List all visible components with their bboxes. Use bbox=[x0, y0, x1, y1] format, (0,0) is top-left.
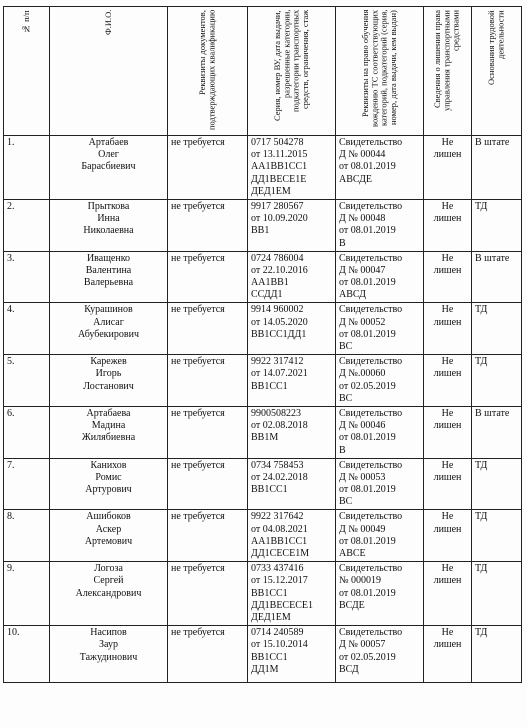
cell-fio: Прыткова Инна Николаевна bbox=[50, 199, 168, 251]
cell-basis: ТД bbox=[472, 199, 522, 251]
cell-num: 6. bbox=[4, 406, 50, 458]
cell-license: 0717 504278 от 13.11.2015 AA1BB1CC1 ДД1ВЕСЕ1Е ДЕД1ЕМ bbox=[248, 136, 336, 200]
cell-num: 1. bbox=[4, 136, 50, 200]
cell-docs: не требуется bbox=[168, 355, 248, 407]
cell-cert: Свидетельство Д № 00049 от 08.01.2019 АВСЕ bbox=[336, 510, 424, 562]
table-row bbox=[4, 510, 522, 562]
table-row bbox=[4, 251, 522, 303]
table-row bbox=[4, 562, 522, 626]
cell-num: 4. bbox=[4, 303, 50, 355]
cell-basis: В штате bbox=[472, 251, 522, 303]
cell-docs: не требуется bbox=[168, 510, 248, 562]
table-header-row bbox=[4, 7, 522, 136]
table-row bbox=[4, 355, 522, 407]
cell-fio: Артабаев Олег Барасбиевич bbox=[50, 136, 168, 200]
cell-license: 0733 437416 от 15.12.2017 BB1CC1 ДД1ВЕСЕСЕ1 ДЕД1ЕМ bbox=[248, 562, 336, 626]
cell-basis: ТД bbox=[472, 303, 522, 355]
cell-deprived: Не лишен bbox=[424, 510, 472, 562]
header-basis: Основания трудовой деятельности bbox=[472, 7, 522, 136]
cell-docs: не требуется bbox=[168, 626, 248, 683]
cell-deprived: Не лишен bbox=[424, 562, 472, 626]
table-row bbox=[4, 199, 522, 251]
cell-num: 9. bbox=[4, 562, 50, 626]
cell-basis: ТД bbox=[472, 458, 522, 510]
cell-cert: Свидетельство Д № 00044 от 08.01.2019 АВСДЕ bbox=[336, 136, 424, 200]
instructors-table bbox=[3, 6, 522, 683]
cell-basis: В штате bbox=[472, 406, 522, 458]
cell-num: 10. bbox=[4, 626, 50, 683]
cell-license: 9917 280567 от 10.09.2020 BB1 bbox=[248, 199, 336, 251]
cell-deprived: Не лишен bbox=[424, 406, 472, 458]
cell-deprived: Не лишен bbox=[424, 355, 472, 407]
cell-docs: не требуется bbox=[168, 199, 248, 251]
cell-license: 9922 317642 от 04.08.2021 AA1BB1CC1 ДД1СЕСЕ1М bbox=[248, 510, 336, 562]
cell-docs: не требуется bbox=[168, 136, 248, 200]
cell-license: 0734 758453 от 24.02.2018 BB1CC1 bbox=[248, 458, 336, 510]
cell-docs: не требуется bbox=[168, 406, 248, 458]
cell-docs: не требуется bbox=[168, 303, 248, 355]
cell-fio: Карежев Игорь Лостанович bbox=[50, 355, 168, 407]
cell-cert: Свидетельство Д № 00046 от 08.01.2019 В bbox=[336, 406, 424, 458]
table-row bbox=[4, 458, 522, 510]
cell-deprived: Не лишен bbox=[424, 458, 472, 510]
table-row bbox=[4, 303, 522, 355]
cell-license: 0724 786004 от 22.10.2016 AA1BB1 ССДД1 bbox=[248, 251, 336, 303]
header-fio: Ф.И.О. bbox=[50, 7, 168, 136]
header-license: Серия, номер ВУ, дата выдачи, разрешенные категории, подкатегории транспортных средств, ограничения, стаж bbox=[248, 7, 336, 136]
cell-cert: Свидетельство Д №.00060 от 02.05.2019 ВС bbox=[336, 355, 424, 407]
cell-num: 7. bbox=[4, 458, 50, 510]
cell-cert: Свидетельство Д № 00052 от 08.01.2019 ВС bbox=[336, 303, 424, 355]
cell-cert: Свидетельство Д № 00057 от 02.05.2019 ВСД bbox=[336, 626, 424, 683]
cell-num: 8. bbox=[4, 510, 50, 562]
cell-license: 9914 960002 от 14.05.2020 BB1CC1ДД1 bbox=[248, 303, 336, 355]
cell-deprived: Не лишен bbox=[424, 626, 472, 683]
cell-deprived: Не лишен bbox=[424, 251, 472, 303]
cell-docs: не требуется bbox=[168, 251, 248, 303]
cell-basis: ТД bbox=[472, 626, 522, 683]
cell-license: 0714 240589 от 15.10.2014 BB1CC1 ДД1М bbox=[248, 626, 336, 683]
cell-deprived: Не лишен bbox=[424, 136, 472, 200]
header-deprived: Сведения о лишении права управления транспортными средствами bbox=[424, 7, 472, 136]
cell-fio: Курашинов Алисаг Абубекирович bbox=[50, 303, 168, 355]
cell-num: 5. bbox=[4, 355, 50, 407]
cell-fio: Артабаева Мадина Жилябиевна bbox=[50, 406, 168, 458]
cell-cert: Свидетельство № 000019 от 08.01.2019 ВСДЕ bbox=[336, 562, 424, 626]
cell-fio: Ашибоков Аскер Артемович bbox=[50, 510, 168, 562]
table-row bbox=[4, 136, 522, 200]
table-row bbox=[4, 626, 522, 683]
cell-basis: ТД bbox=[472, 510, 522, 562]
header-docs: Реквизиты документов, подтверждающих квалификацию bbox=[168, 7, 248, 136]
cell-fio: Канихов Ромис Артурович bbox=[50, 458, 168, 510]
cell-fio: Логоза Сергей Александрович bbox=[50, 562, 168, 626]
cell-num: 3. bbox=[4, 251, 50, 303]
cell-fio: Иващенко Валентина Валерьевна bbox=[50, 251, 168, 303]
cell-license: 9922 317412 от 14.07.2021 BB1CC1 bbox=[248, 355, 336, 407]
table-row bbox=[4, 406, 522, 458]
cell-cert: Свидетельство Д № 00047 от 08.01.2019 АВСД bbox=[336, 251, 424, 303]
header-num: № п/п bbox=[4, 7, 50, 136]
cell-deprived: Не лишен bbox=[424, 303, 472, 355]
cell-cert: Свидетельство Д № 00053 от 08.01.2019 ВС bbox=[336, 458, 424, 510]
cell-basis: В штате bbox=[472, 136, 522, 200]
cell-basis: ТД bbox=[472, 562, 522, 626]
cell-fio: Насипов Заур Тажудинович bbox=[50, 626, 168, 683]
cell-license: 9900508223 от 02.08.2018 BB1M bbox=[248, 406, 336, 458]
cell-deprived: Не лишен bbox=[424, 199, 472, 251]
cell-docs: не требуется bbox=[168, 562, 248, 626]
cell-num: 2. bbox=[4, 199, 50, 251]
cell-cert: Свидетельство Д № 00048 от 08.01.2019 В bbox=[336, 199, 424, 251]
header-cert: Реквизиты на право обучения вождению ТС соответствующих категорий, подкатегорий (серия, номер, дата выдачи, кем выдан) bbox=[336, 7, 424, 136]
cell-basis: ТД bbox=[472, 355, 522, 407]
cell-docs: не требуется bbox=[168, 458, 248, 510]
